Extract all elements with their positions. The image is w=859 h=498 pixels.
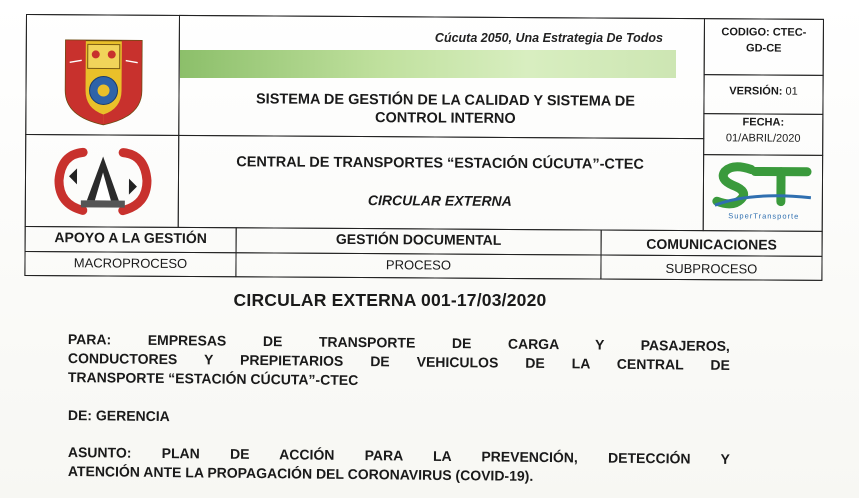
system-title-line1: SISTEMA DE GESTIÓN DE LA CALIDAD Y SISTEMA DE xyxy=(255,91,635,110)
supertransporte-wordmark: SuperTransporte xyxy=(728,211,800,221)
macroproceso-value: APOYO A LA GESTIÓN xyxy=(54,229,207,247)
circular-title: CIRCULAR EXTERNA 001-17/03/2020 xyxy=(233,290,547,310)
macroproceso-label: MACROPROCESO xyxy=(73,255,188,271)
date-value: 01/ABRIL/2020 xyxy=(725,132,801,145)
asunto-line-1: ASUNTO: PLAN DE ACCIÓN PARA LA PREVENCIÓN, DETECCIÓN Y xyxy=(67,443,730,467)
version-value: 01 xyxy=(785,85,798,98)
subproceso-label: SUBPROCESO xyxy=(665,260,758,277)
para-line-2: CONDUCTORES Y PREPIETARIOS DE VEHICULOS DE LA CENTRAL DE xyxy=(67,349,730,373)
asunto-line-2: ATENCIÓN ANTE LA PROPAGACIÓN DEL CORONAVIRUS (COVID-19). xyxy=(67,462,534,484)
code-label-line2: GD-CE xyxy=(746,42,782,55)
slogan-text: Cúcuta 2050, Una Estrategia De Todos xyxy=(434,31,663,45)
date-label: FECHA: xyxy=(742,116,785,129)
entity-name: CENTRAL DE TRANSPORTES “ESTACIÓN CÚCUTA”-CTEC xyxy=(236,154,644,173)
de-line: DE: GERENCIA xyxy=(67,406,170,425)
document-type: CIRCULAR EXTERNA xyxy=(367,192,512,209)
system-title-line2: CONTROL INTERNO xyxy=(374,110,516,127)
subproceso-value: COMUNICACIONES xyxy=(646,235,777,253)
para-line-3: TRANSPORTE “ESTACIÓN CÚCUTA”-CTEC xyxy=(67,368,359,389)
para-line-1: PARA: EMPRESAS DE TRANSPORTE DE CARGA Y PASAJEROS, xyxy=(67,330,730,354)
proceso-label: PROCESO xyxy=(385,257,452,273)
version-label: VERSIÓN: xyxy=(729,85,783,98)
proceso-value: GESTIÓN DOCUMENTAL xyxy=(335,230,502,248)
code-label-line1: CODIGO: CTEC- xyxy=(721,26,807,39)
